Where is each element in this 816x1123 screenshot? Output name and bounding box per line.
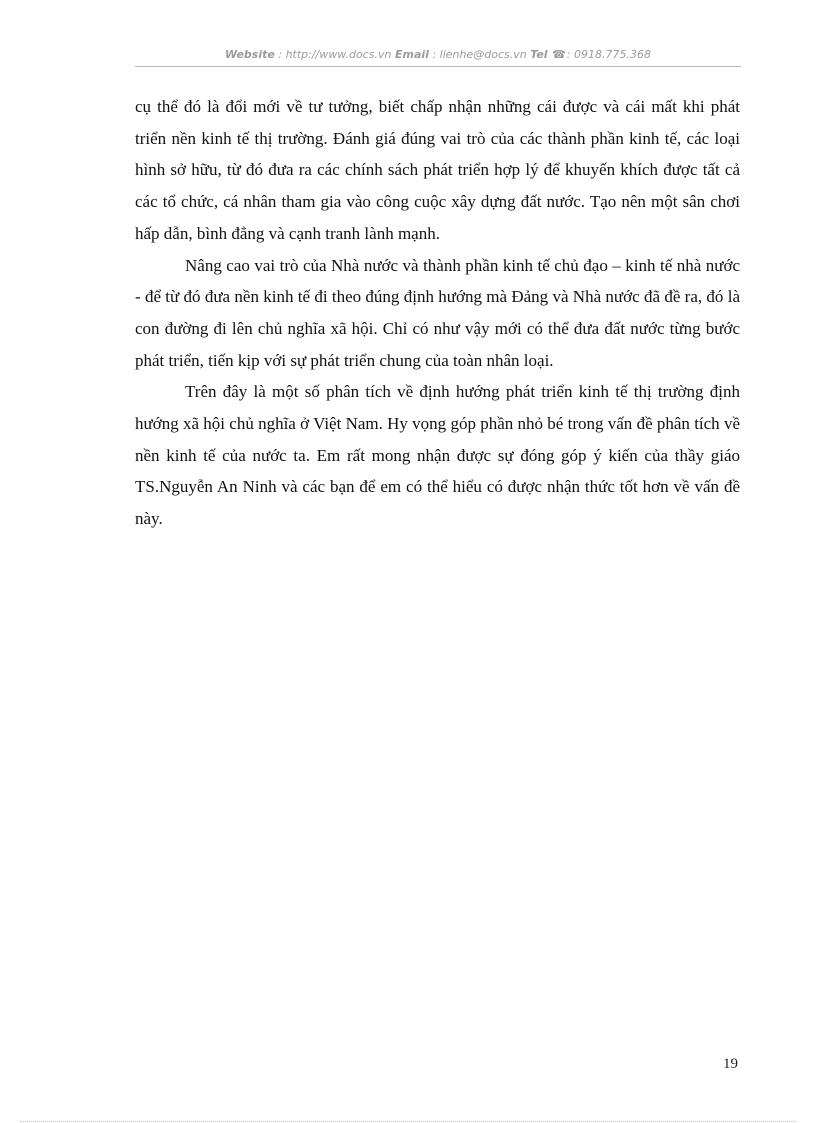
paragraph-1: cụ thể đó là đổi mới về tư tưởng, biết chấp nhận những cái được và cái mất khi phát triển nền kinh tế thị trường. Đánh giá đúng vai trò của các thành phần kinh tế, các loại hình sở hữu, từ đó đưa ra các chính sách phát triển hợp lý để khuyến khích được tất cả các tổ chức, cá nhân tham gia vào công cuộc xây dựng đất nước. Tạo nên một sân chơi hấp dẫn, bình đẳng và cạnh tranh lành mạnh.: [135, 97, 740, 243]
email-label: Email: [395, 48, 429, 61]
website-label: Website: [225, 48, 275, 61]
website-url[interactable]: http://www.docs.vn: [285, 48, 392, 61]
tel-separator: :: [566, 48, 574, 61]
header-divider: [135, 66, 741, 67]
page-number: 19: [723, 1056, 738, 1072]
email-address[interactable]: lienhe@docs.vn: [439, 48, 527, 61]
tel-label: Tel: [530, 48, 548, 61]
footer-divider: [20, 1121, 796, 1122]
tel-number: 0918.775.368: [573, 48, 651, 61]
page-header: [135, 48, 741, 61]
website-separator: :: [274, 48, 286, 61]
paragraph-2: Nâng cao vai trò của Nhà nước và thành phần kinh tế chủ đạo – kinh tế nhà nước - để từ đó đưa nền kinh tế đi theo đúng định hướng mà Đảng và Nhà nước đã đề ra, đó là con đường đi lên chủ nghĩa xã hội. Chỉ có như vậy mới có thể đưa đất nước từng bước phát triển, tiến kịp với sự phát triển chung của toàn nhân loại.: [135, 255, 740, 370]
email-separator: :: [428, 48, 440, 61]
phone-icon: ☎: [552, 48, 566, 61]
body-text: [135, 91, 740, 535]
paragraph-3: Trên đây là một số phân tích về định hướng phát triển kinh tế thị trường định hướng xã hội chủ nghĩa ở Việt Nam. Hy vọng góp phần nhỏ bé trong vấn đề phân tích về nền kinh tế của nước ta. Em rất mong nhận được sự đóng góp ý kiến của thầy giáo TS.Nguyễn An Ninh và các bạn để em có thể hiểu có được nhận thức tốt hơn về vấn đề này.: [135, 382, 740, 529]
